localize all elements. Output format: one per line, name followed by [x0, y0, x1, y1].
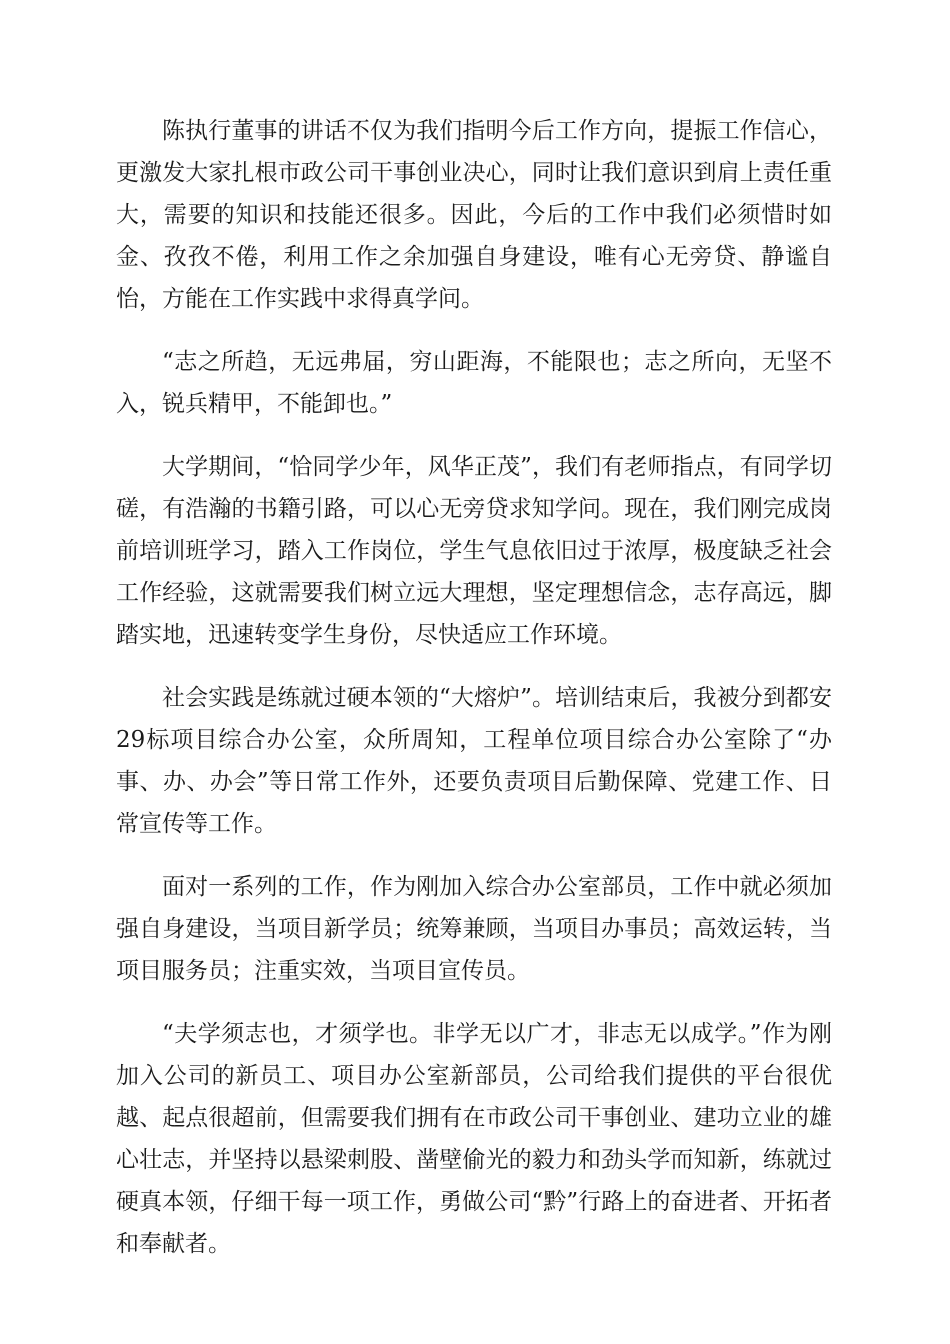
paragraph-6: “夫学须志也，才须学也。非学无以广才，非志无以成学。”作为刚加入公司的新员工、项目办公室新部员，公司给我们提供的平台很优越、起点很超前，但需要我们拥有在市政公司干事创业、建功立业的雄心壮志，并坚持以悬梁刺股、凿壁偷光的毅力和劲头学而知新，练就过硬真本领，仔细干每一项工作，勇做公司“黔”行路上的奋进者、开拓者和奉献者。 — [116, 1021, 832, 1257]
paragraph-3: 大学期间，“恰同学少年，风华正茂”，我们有老师指点，有同学切磋，有浩瀚的书籍引路，可以心无旁贷求知学问。现在，我们刚完成岗前培训班学习，踏入工作岗位，学生气息依旧过于浓厚，极度缺乏社会工作经验，这就需要我们树立远大理想，坚定理想信念，志存高远，脚踏实地，迅速转变学生身份，尽快适应工作环境。 — [116, 454, 832, 648]
paragraph-4: 社会实践是练就过硬本领的“大熔炉”。培训结束后，我被分到都安29标项目综合办公室，众所周知，工程单位项目综合办公室除了“办事、办、办会”等日常工作外，还要负责项目后勤保障、党建工作、日常宣传等工作。 — [116, 685, 832, 837]
document-body — [116, 110, 832, 1286]
paragraph-5: 面对一系列的工作，作为刚加入综合办公室部员，工作中就必须加强自身建设，当项目新学员；统筹兼顾，当项目办事员；高效运转，当项目服务员；注重实效，当项目宣传员。 — [116, 874, 832, 984]
paragraph-1: 陈执行董事的讲话不仅为我们指明今后工作方向，提振工作信心，更激发大家扎根市政公司干事创业决心，同时让我们意识到肩上责任重大，需要的知识和技能还很多。因此，今后的工作中我们必须惜时如金、孜孜不倦，利用工作之余加强自身建设，唯有心无旁贷、静谧自怡，方能在工作实践中求得真学问。 — [116, 118, 832, 312]
paragraph-2: “志之所趋，无远弗届，穷山距海，不能限也；志之所向，无坚不入，锐兵精甲，不能卸也。” — [116, 349, 832, 417]
